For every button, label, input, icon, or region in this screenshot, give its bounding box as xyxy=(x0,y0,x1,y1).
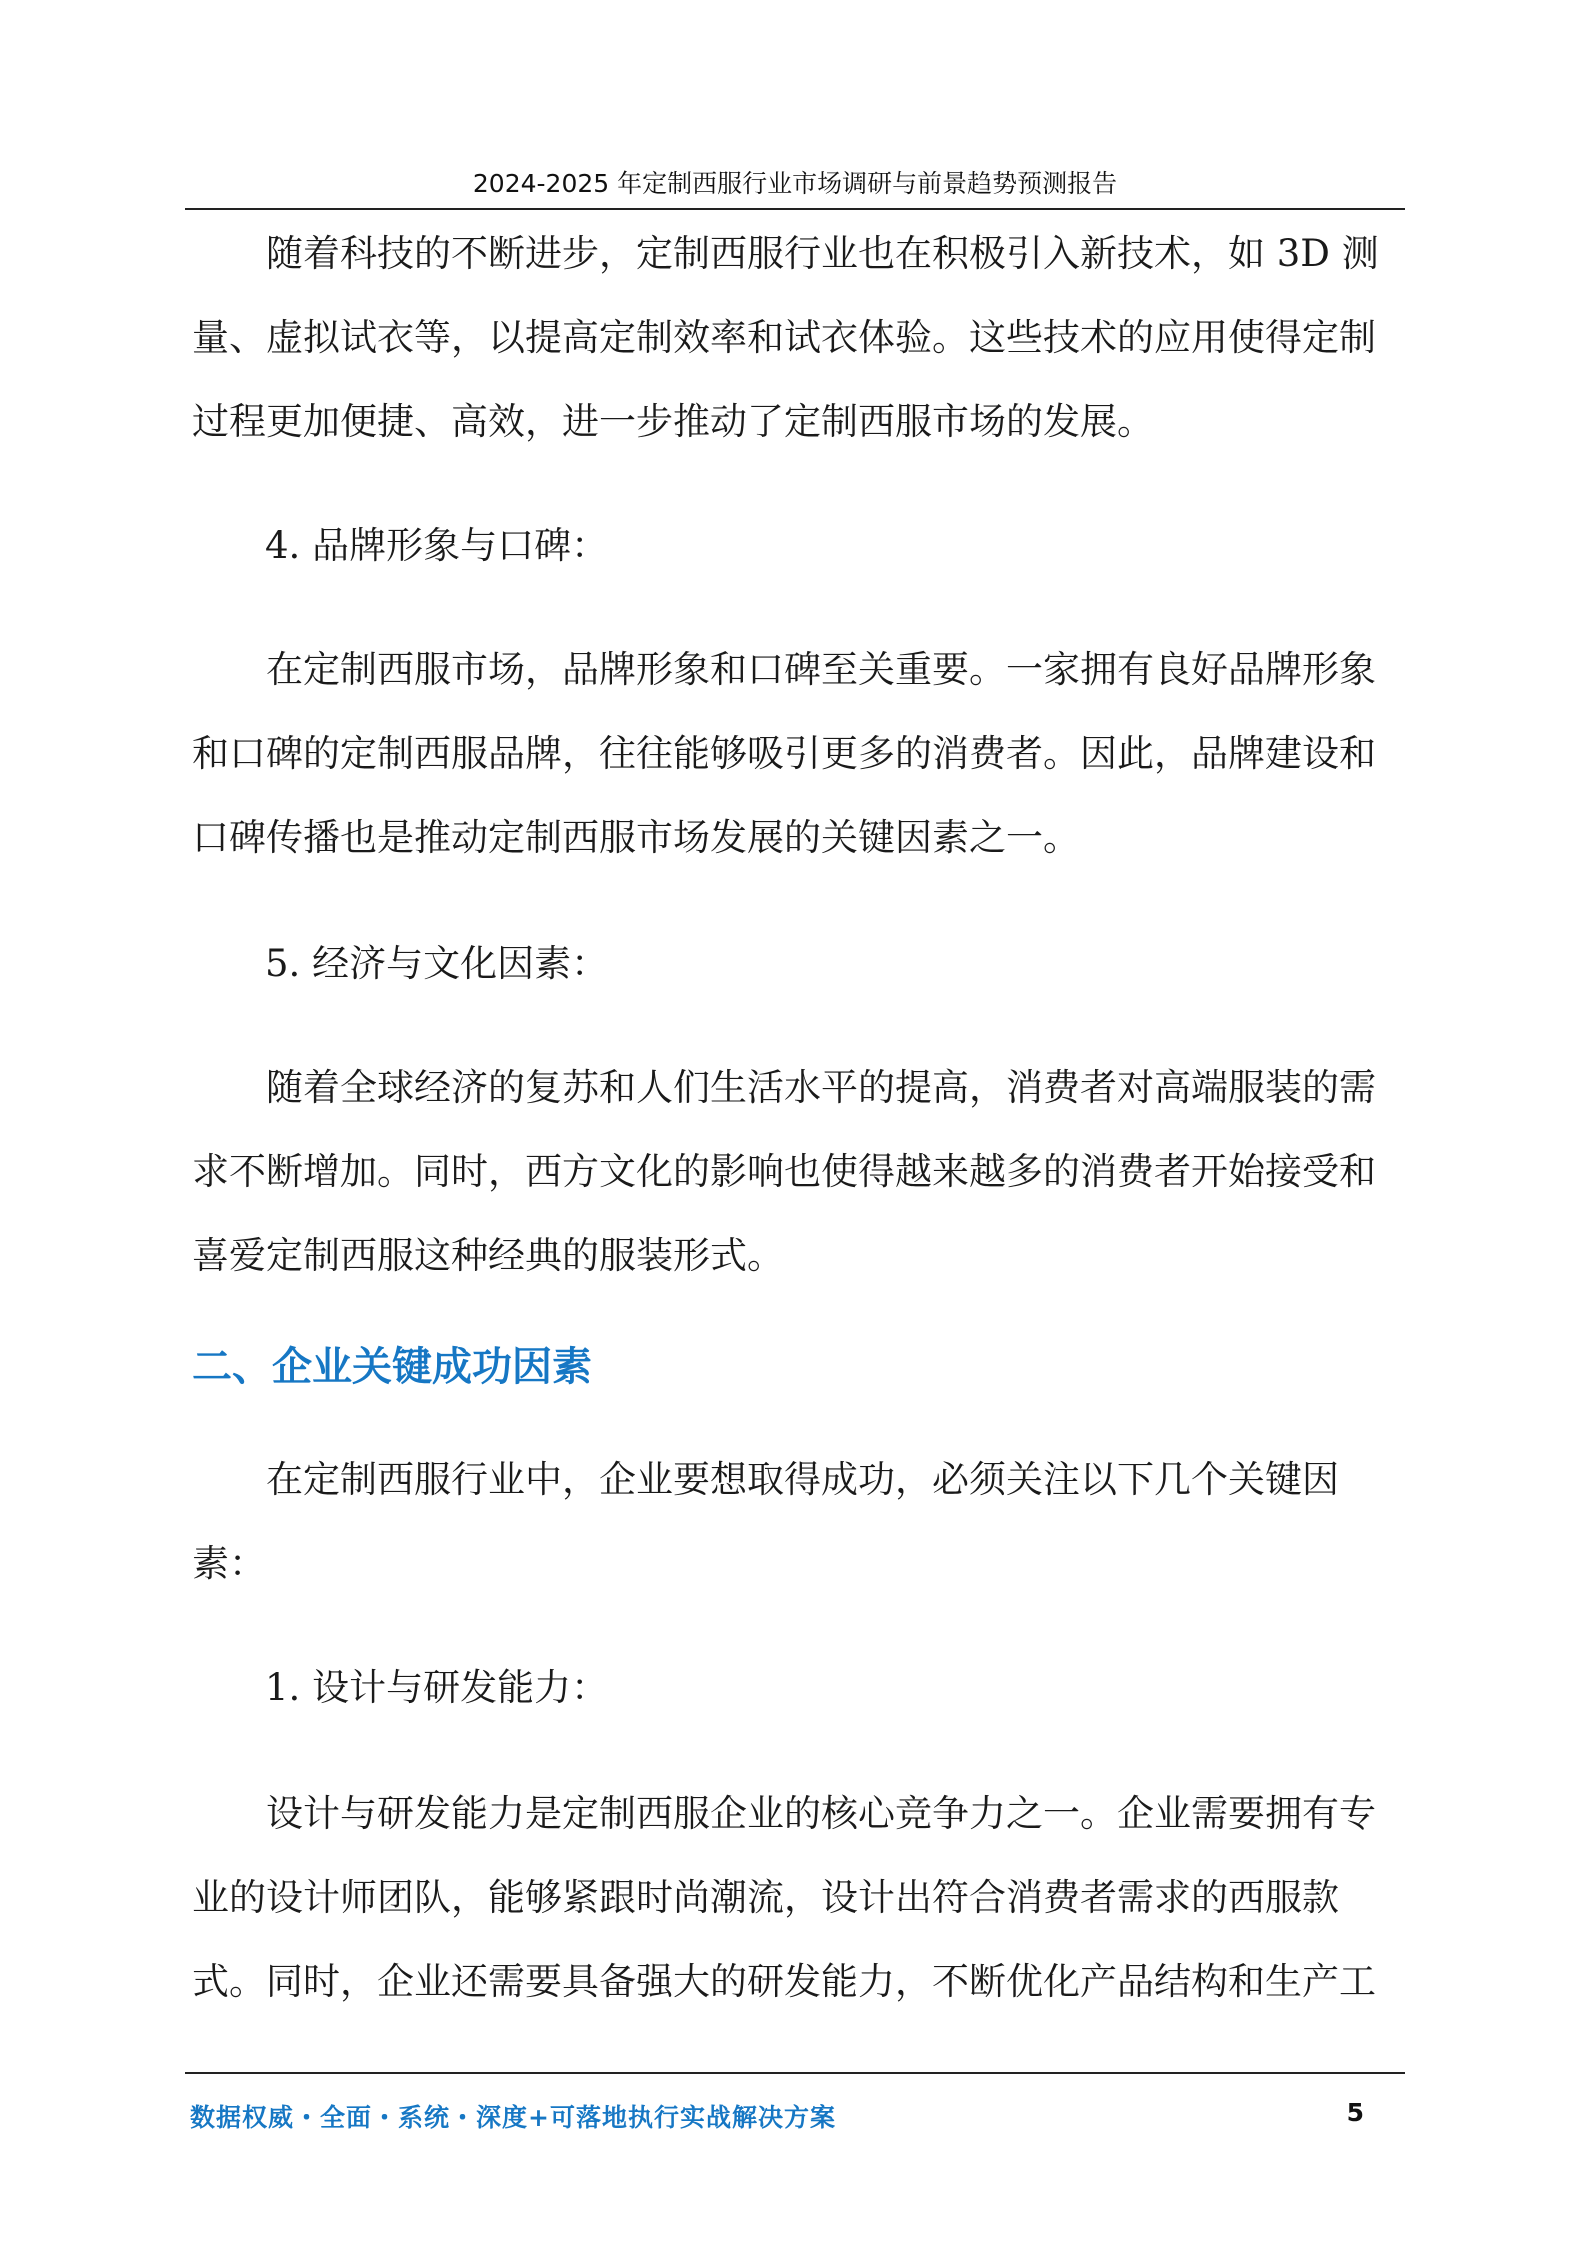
para-economy-line-1: 随着全球经济的复苏和人们生活水平的提高，消费者对高端服装的需 xyxy=(266,1066,1376,1109)
para-economy-line-3: 喜爱定制西服这种经典的服装形式。 xyxy=(192,1234,784,1277)
para-brand-line-3: 口碑传播也是推动定制西服市场发展的关键因素之一。 xyxy=(192,816,1080,859)
para-section2-intro-line-1: 在定制西服行业中，企业要想取得成功，必须关注以下几个关键因 xyxy=(266,1458,1339,1501)
item-5-heading: 5. 经济与文化因素： xyxy=(265,942,609,985)
para-design-line-1: 设计与研发能力是定制西服企业的核心竞争力之一。企业需要拥有专 xyxy=(266,1792,1376,1835)
footer-slogan: 数据权威・全面・系统・深度+可落地执行实战解决方案 xyxy=(190,2103,836,2132)
item-4-heading: 4. 品牌形象与口碑： xyxy=(265,524,609,567)
para-tech-line-3: 过程更加便捷、高效，进一步推动了定制西服市场的发展。 xyxy=(192,400,1154,443)
para-brand-line-1: 在定制西服市场，品牌形象和口碑至关重要。一家拥有良好品牌形象 xyxy=(266,648,1376,691)
header-divider xyxy=(185,208,1405,210)
para-design-line-3: 式。同时，企业还需要具备强大的研发能力，不断优化产品结构和生产工 xyxy=(192,1960,1376,2003)
para-tech-line-1: 随着科技的不断进步，定制西服行业也在积极引入新技术，如 3D 测 xyxy=(266,232,1379,275)
page-header-title: 2024-2025 年定制西服行业市场调研与前景趋势预测报告 xyxy=(472,169,1118,198)
para-brand-line-2: 和口碑的定制西服品牌，往往能够吸引更多的消费者。因此，品牌建设和 xyxy=(192,732,1376,775)
page-number: 5 xyxy=(1346,2098,1364,2127)
para-design-line-2: 业的设计师团队，能够紧跟时尚潮流，设计出符合消费者需求的西服款 xyxy=(192,1876,1339,1919)
para-economy-line-2: 求不断增加。同时，西方文化的影响也使得越来越多的消费者开始接受和 xyxy=(192,1150,1376,1193)
para-section2-intro-line-2: 素： xyxy=(192,1542,266,1585)
para-tech-line-2: 量、虚拟试衣等，以提高定制效率和试衣体验。这些技术的应用使得定制 xyxy=(192,316,1376,359)
item-1-heading: 1. 设计与研发能力： xyxy=(265,1666,609,1709)
footer-divider xyxy=(185,2072,1405,2074)
section-2-heading: 二、企业关键成功因素 xyxy=(192,1344,592,1390)
